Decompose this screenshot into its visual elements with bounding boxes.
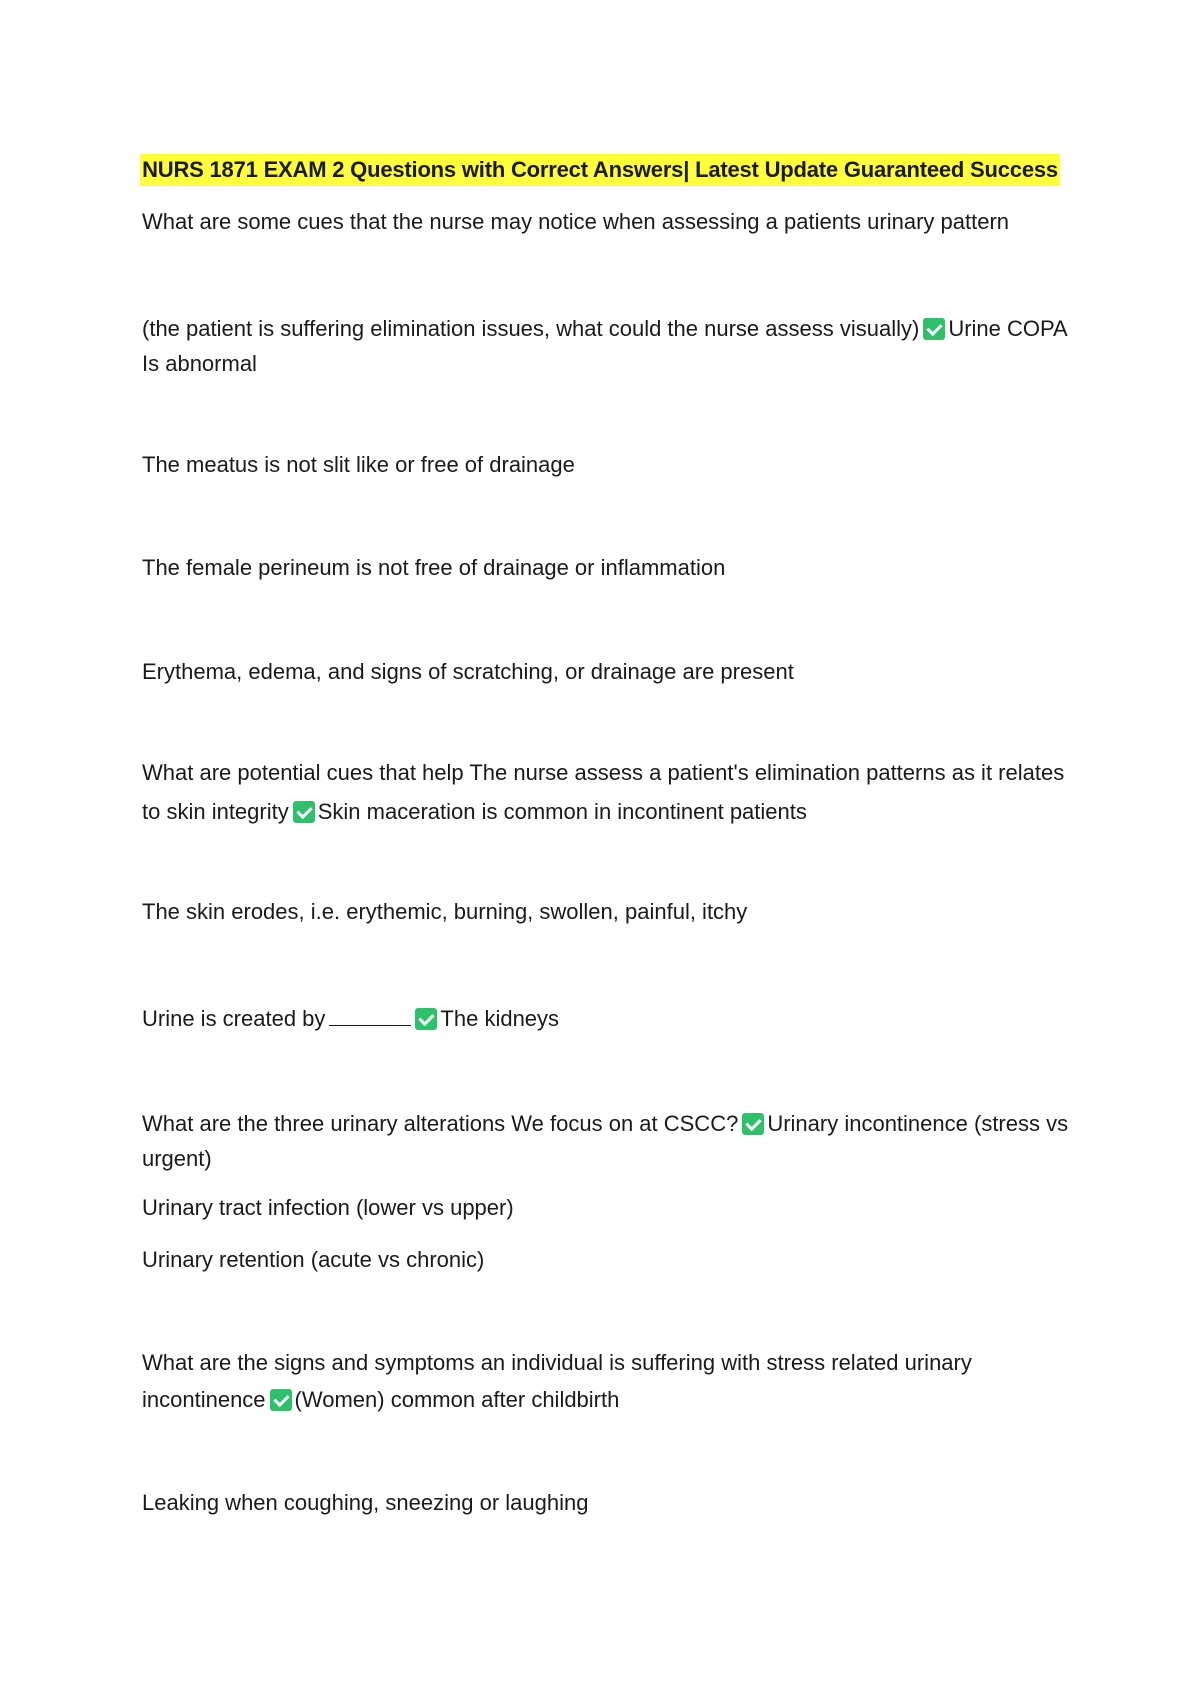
question-line bbox=[142, 1001, 1072, 1037]
question-line bbox=[142, 204, 1072, 240]
question-line bbox=[142, 794, 1072, 830]
question-text: What are potential cues that help The nurse assess a patient's elimination patterns as it relates bbox=[142, 760, 1065, 785]
answer-text: The meatus is not slit like or free of drainage bbox=[142, 452, 575, 477]
answer-text: Is abnormal bbox=[142, 351, 257, 376]
check-box-icon bbox=[742, 1113, 764, 1135]
answer-text: Leaking when coughing, sneezing or laughing bbox=[142, 1490, 589, 1515]
answer-line bbox=[142, 346, 1072, 382]
question-text: What are the three urinary alterations We focus on at CSCC? bbox=[142, 1111, 739, 1136]
answer-line bbox=[142, 447, 1072, 483]
answer-text: The skin erodes, i.e. erythemic, burning, swollen, painful, itchy bbox=[142, 899, 748, 924]
answer-text: Urinary incontinence (stress vs bbox=[767, 1111, 1069, 1136]
question-line bbox=[142, 311, 1072, 347]
title-container bbox=[0, 154, 1200, 186]
check-box-icon bbox=[415, 1008, 437, 1030]
question-line bbox=[142, 1345, 1072, 1381]
check-box-icon bbox=[293, 801, 315, 823]
question-line bbox=[142, 1382, 1072, 1418]
answer-line bbox=[142, 550, 1072, 586]
answer-line bbox=[142, 654, 1072, 690]
fill-in-blank bbox=[329, 1007, 411, 1026]
answer-text: Urinary retention (acute vs chronic) bbox=[142, 1247, 485, 1272]
answer-text: Urine COPA bbox=[948, 316, 1068, 341]
document-title: NURS 1871 EXAM 2 Questions with Correct Answers| Latest Update Guaranteed Success bbox=[140, 154, 1060, 186]
check-box-icon bbox=[270, 1389, 292, 1411]
answer-line bbox=[142, 1485, 1072, 1521]
answer-text: Urinary tract infection (lower vs upper) bbox=[142, 1195, 514, 1220]
answer-text: The female perineum is not free of drainage or inflammation bbox=[142, 555, 726, 580]
answer-text: urgent) bbox=[142, 1146, 212, 1171]
question-line bbox=[142, 755, 1072, 791]
answer-line bbox=[142, 1190, 1072, 1226]
question-text: What are the signs and symptoms an individual is suffering with stress related urinary bbox=[142, 1350, 972, 1375]
answer-line bbox=[142, 1242, 1072, 1278]
question-text: (the patient is suffering elimination issues, what could the nurse assess visually) bbox=[142, 316, 920, 341]
question-text: incontinence bbox=[142, 1387, 266, 1412]
answer-text: The kidneys bbox=[440, 1006, 560, 1031]
answer-line bbox=[142, 894, 1072, 930]
check-box-icon bbox=[923, 318, 945, 340]
question-line bbox=[142, 1106, 1072, 1142]
answer-text: Skin maceration is common in incontinent patients bbox=[317, 799, 807, 824]
question-text: to skin integrity bbox=[142, 799, 289, 824]
answer-text: (Women) common after childbirth bbox=[294, 1387, 620, 1412]
question-text: Urine is created by bbox=[142, 1006, 326, 1031]
question-text: What are some cues that the nurse may notice when assessing a patients urinary pattern bbox=[142, 209, 1010, 234]
answer-line bbox=[142, 1141, 1072, 1177]
answer-text: Erythema, edema, and signs of scratching, or drainage are present bbox=[142, 659, 794, 684]
